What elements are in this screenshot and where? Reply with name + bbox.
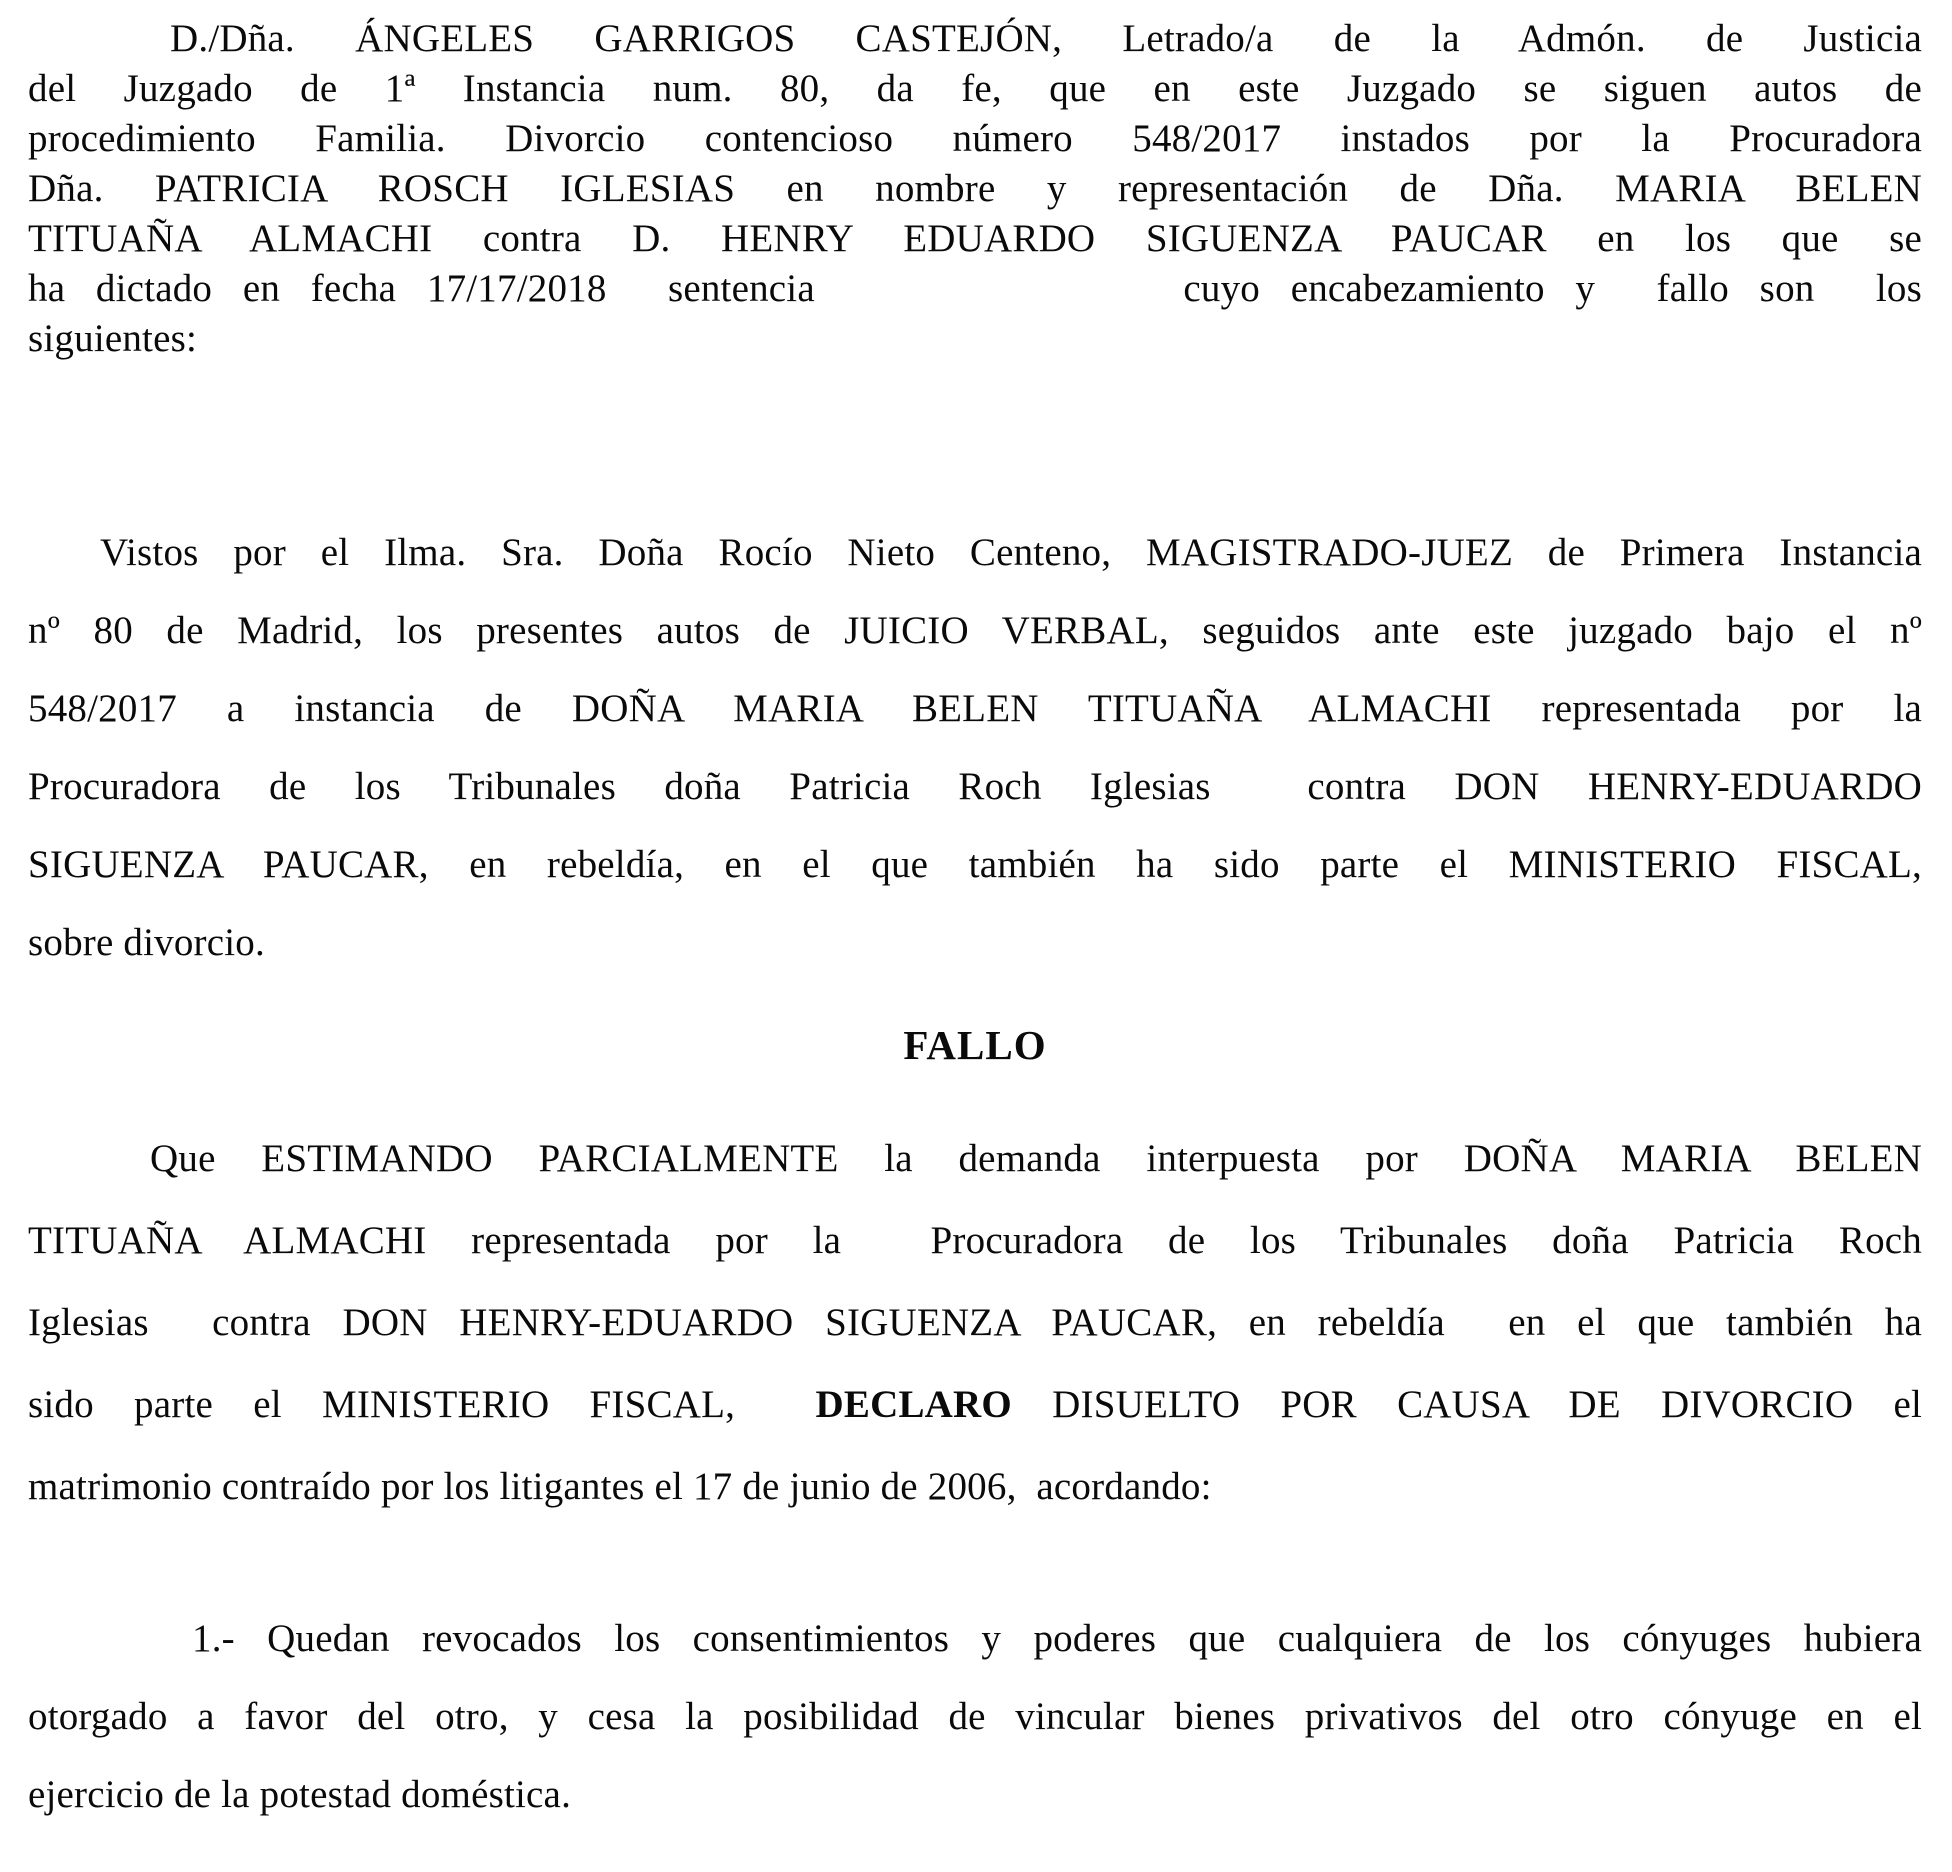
text-line: sobre divorcio. <box>28 921 265 964</box>
fallo-heading: FALLO <box>903 1022 1047 1068</box>
text-line: del Juzgado de 1ª Instancia num. 80, da fe, que en este Juzgado se siguen autos de <box>28 67 1922 110</box>
text-line: procedimiento Familia. Divorcio contencioso número 548/2017 instados por la Procuradora <box>28 117 1922 160</box>
paragraph-certification <box>28 14 1922 364</box>
text-line: D./Dña. ÁNGELES GARRIGOS CASTEJÓN, Letrado/a de la Admón. de Justicia <box>170 17 1922 60</box>
text-line: 1.- Quedan revocados los consentimientos y poderes que cualquiera de los cónyuges hubiera <box>192 1617 1922 1660</box>
text-segment: sido parte el MINISTERIO FISCAL, <box>28 1383 816 1426</box>
text-line: otorgado a favor del otro, y cesa la posibilidad de vincular bienes privativos del otro cónyuge en el <box>28 1695 1922 1738</box>
text-line <box>28 1364 1922 1446</box>
text-line: Iglesias contra DON HENRY-EDUARDO SIGUENZA PAUCAR, en rebeldía en el que también ha <box>28 1301 1922 1344</box>
text-line: TITUAÑA ALMACHI contra D. HENRY EDUARDO SIGUENZA PAUCAR en los que se <box>28 217 1922 260</box>
declaro-emphasis: DECLARO <box>815 1383 1012 1426</box>
text-line: ha dictado en fecha 17/17/2018 sentencia cuyo encabezamiento y fallo son los <box>28 267 1922 310</box>
text-line: matrimonio contraído por los litigantes el 17 de junio de 2006, acordando: <box>28 1465 1212 1508</box>
text-line: Dña. PATRICIA ROSCH IGLESIAS en nombre y representación de Dña. MARIA BELEN <box>28 167 1922 210</box>
text-line: ejercicio de la potestad doméstica. <box>28 1773 572 1816</box>
text-line: nº 80 de Madrid, los presentes autos de JUICIO VERBAL, seguidos ante este juzgado bajo el nº <box>28 609 1922 652</box>
text-line: SIGUENZA PAUCAR, en rebeldía, en el que también ha sido parte el MINISTERIO FISCAL, <box>28 843 1922 886</box>
paragraph-punto-1 <box>28 1600 1922 1834</box>
text-line: Que ESTIMANDO PARCIALMENTE la demanda interpuesta por DOÑA MARIA BELEN <box>150 1137 1922 1180</box>
text-line: 548/2017 a instancia de DOÑA MARIA BELEN TITUAÑA ALMACHI representada por la <box>28 687 1922 730</box>
text-segment: DISUELTO POR CAUSA DE DIVORCIO el <box>1011 1383 1922 1426</box>
text-line: TITUAÑA ALMACHI representada por la Procuradora de los Tribunales doña Patricia Roch <box>28 1219 1922 1262</box>
text-line: siguientes: <box>28 317 198 360</box>
paragraph-encabezamiento <box>28 514 1922 982</box>
text-line: Procuradora de los Tribunales doña Patricia Roch Iglesias contra DON HENRY-EDUARDO <box>28 765 1922 808</box>
text-line: Vistos por el Ilma. Sra. Doña Rocío Nieto Centeno, MAGISTRADO-JUEZ de Primera Instancia <box>100 531 1922 574</box>
paragraph-fallo-body <box>28 1118 1922 1528</box>
